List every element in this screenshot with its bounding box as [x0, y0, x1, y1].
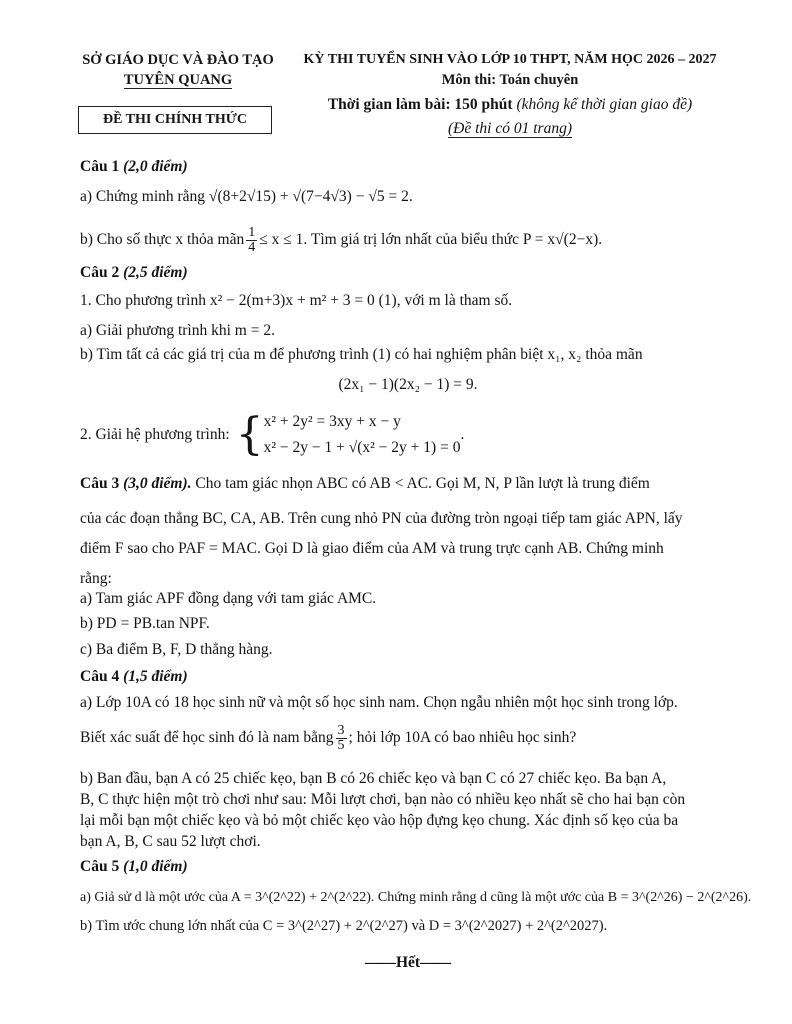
q3-part-a: a) Tam giác APF đồng dạng với tam giác AMC.	[80, 590, 377, 607]
exam-time: Thời gian làm bài: 150 phút (không kể thời gian giao đề)	[327, 96, 693, 113]
end-marker: ——Hết——	[364, 954, 452, 971]
exam-pages-note: (Đề thi có 01 trang)	[448, 120, 572, 137]
q1-part-a: a) Chứng minh rằng √(8+2√15) + √(7−4√3) − √5 = 2.	[80, 188, 413, 205]
q4-part-b: b) Ban đầu, bạn A có 25 chiếc kẹo, bạn B có 26 chiếc kẹo và bạn C có 27 chiếc kẹo. Ba bạn A, B, C thực hiện một trò chơi như sau: Mỗi lượt chơi, bạn nào có nhiều kẹo nhất sẽ cho hai bạn còn lại mỗi bạn một chiếc kẹo và bỏ một chiếc kẹo vào hộp đựng kẹo chung. Xác định số kẹo của ba bạn A, B, C sau 52 lượt chơi.	[80, 770, 686, 850]
q2-part1-b-equation: (2x₁ − 1)(2x₂ − 1) = 9.	[338, 376, 478, 393]
q4-part-a-line2: Biết xác suất để học sinh đó là nam bằng $\frac{3}{5}$ ; hỏi lớp 10A có bao nhiêu học sinh?	[80, 722, 577, 753]
q4-part-a-line1: a) Lớp 10A có 18 học sinh nữ và một số học sinh nam. Chọn ngẫu nhiên một học sinh trong lớp.	[80, 694, 678, 711]
system-equation-1: x² + 2y² = 3xy + x − y	[263, 413, 401, 430]
q3-part-b: b) PD = PB.tan NPF.	[80, 615, 210, 632]
department-name: SỞ GIÁO DỤC VÀ ĐÀO TẠO	[82, 52, 274, 68]
q4-fraction: $\frac{3}{5}$	[337, 722, 345, 753]
exam-title: KỲ THI TUYỂN SINH VÀO LỚP 10 THPT, NĂM HỌC 2026 – 2027	[303, 52, 717, 67]
q5-part-b: b) Tìm ước chung lớn nhất của C = 3^(2^27) + 2^(2^27) và D = 3^(2^2027) + 2^(2^2027).	[80, 918, 608, 934]
q5-part-a: a) Giả sử d là một ước của A = 3^(2^22) + 2^(2^22). Chứng minh rằng d cũng là một ước của B = 3^(2^26) − 2^(2^26).	[80, 890, 752, 905]
q2-part1-a: a) Giải phương trình khi m = 2.	[80, 322, 275, 339]
equation-system	[264, 409, 461, 461]
province-name: TUYÊN QUANG	[123, 72, 233, 88]
q1-heading: Câu 1 (2,0 điểm)	[80, 158, 188, 175]
q2-heading: Câu 2 (2,5 điểm)	[80, 264, 188, 281]
q2-part2: 2. Giải hệ phương trình: { x² + 2y² = 3xy + x − y x² − 2y − 1 + √(x² − 2y + 1) = 0 .	[80, 409, 465, 460]
official-exam-box	[78, 106, 272, 134]
q3-part-c: c) Ba điểm B, F, D thẳng hàng.	[80, 641, 273, 658]
q3-intro: Câu 3 (3,0 điểm). Cho tam giác nhọn ABC có AB < AC. Gọi M, N, P lần lượt là trung điểm của các đoạn thẳng BC, CA, AB. Trên cung nhỏ PN của đường tròn ngoại tiếp tam giác APN, lấy điểm F sao cho PAF = MAC. Gọi D là giao điểm của AM và trung trực cạnh AB. Chứng minh rằng:	[80, 475, 683, 587]
q4-heading: Câu 4 (1,5 điểm)	[80, 668, 188, 685]
q1-fraction: $\frac{1}{4}$	[248, 224, 256, 255]
q5-heading: Câu 5 (1,0 điểm)	[80, 858, 188, 875]
q2-part1-b: b) Tìm tất cả các giá trị của m để phương trình (1) có hai nghiệm phân biệt x₁, x₂ thỏa mãn	[80, 346, 643, 363]
system-brace: {	[235, 409, 264, 460]
q2-part1: 1. Cho phương trình x² − 2(m+3)x + m² + 3 = 0 (1), với m là tham số.	[80, 292, 513, 309]
system-equation-2: x² − 2y − 1 + √(x² − 2y + 1) = 0	[263, 439, 461, 456]
exam-subject: Môn thi: Toán chuyên	[441, 72, 579, 88]
official-exam-label: ĐỀ THI CHÍNH THỨC	[102, 112, 248, 127]
q1-part-b: b) Cho số thực x thỏa mãn $\frac{1}{4}$ ≤ x ≤ 1. Tìm giá trị lớn nhất của biểu thức P = x√(2−x).	[80, 224, 603, 255]
